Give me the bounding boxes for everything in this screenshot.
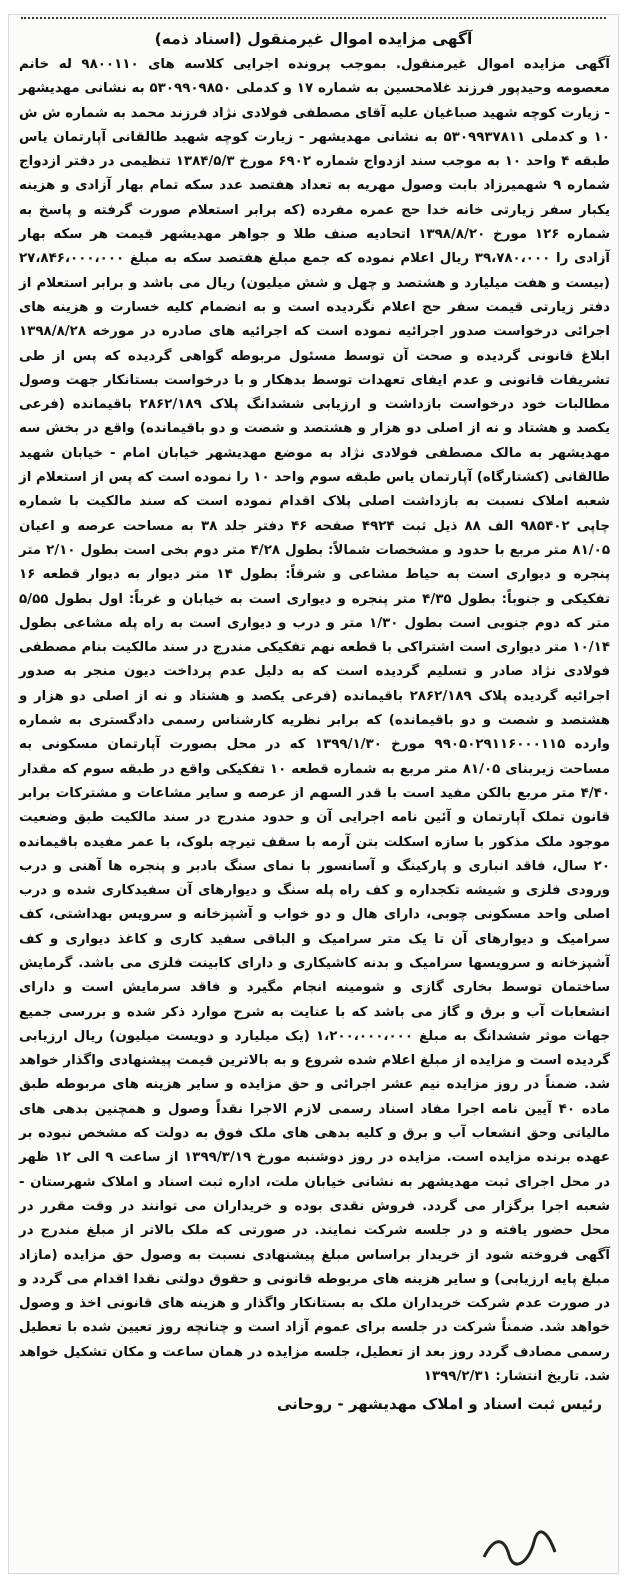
notice-body: آگهی مزایده اموال غیرمنقول. بموجب پرونده اجرایی کلاسه های ۹۸۰۰۱۱۰ له خانم معصومه وحیدپور فرزند غلامحسین به شماره ۱۷ و کدملی ۵۳۰۹۹۰۹۸۵۰ به نشانی مهدیشهر - زیارت کوچه شهید صباغیان علیه آقای مصطفی فولادی نژاد فرزند محمد به شماره ش ش ۱۰ و کدملی ۵۳۰۹۹۳۷۸۱۱ به نشانی مهدیشهر - زیارت کوچه شهید طالقانی آپارتمان یاس طبقه ۴ واحد ۱۰ به موجب سند ازدواج شماره ۶۹۰۲ مورخ ۱۳۸۴/۵/۳ تنظیمی در دفتر ازدواج شماره ۹ شهمیرزاد بابت وصول مهریه به تعداد هفتصد عدد سکه تمام بهار آزادی و هزینه یکبار سفر زیارتی خانه خدا حج عمره مفرده (که برابر استعلام صورت گرفته و پاسخ به شماره ۱۲۶ مورخ ۱۳۹۸/۸/۲۰ اتحادیه صنف طلا و جواهر مهدیشهر قیمت هر سکه بهار آزادی را ۳۹،۷۸۰،۰۰۰ ریال اعلام نموده که جمع مبلغ هفتصد سکه به مبلغ ۲۷،۸۴۶،۰۰۰،۰۰۰ (بیست و هفت میلیارد و هشتصد و چهل و شش میلیون) ریال می باشد و برابر استعلام از دفتر زیارتی قیمت سفر حج اعلام نگردیده است و به انضمام کلیه خسارت و هزینه های اجرائی درخواست صدور اجرائیه نموده است که اجرائیه های صادره در مورخه ۱۳۹۸/۸/۲۸ ابلاغ قانونی گردیده و صحت آن توسط مسئول مربوطه گواهی گردیده که پس از طی تشریفات قانونی و عدم ایفای تعهدات توسط بدهکار و با درخواست بستانکار جهت وصول مطالبات خود درخواست بازداشت و ارزیابی ششدانگ پلاک ۲۸۶۲/۱۸۹ باقیمانده (فرعی یکصد و هشتاد و نه از اصلی دو هزار و هشتصد و شصت و دو باقیمانده) واقع در بخش سه مهدیشهر به مالک مصطفی فولادی نژاد به موضع مهدیشهر خیابان امام - خیابان شهید طالقانی (کشتارگاه) آپارتمان یاس طبقه سوم واحد ۱۰ را نموده است که پس از استعلام از شعبه املاک نسبت به بازداشت اصلی پلاک اقدام نموده است که سند مالکیت با شماره چاپی ۹۸۵۴۰۲ الف ۸۸ ذیل ثبت ۴۹۲۴ صفحه ۴۶ دفتر جلد ۳۸ به مساحت عرصه و اعیان ۸۱/۰۵ متر مربع با حدود و مشخصات شمالاً: بطول ۴/۲۸ متر دوم بخی است بطول ۲/۱۰ متر پنجره و دیواری است به حیاط مشاعی و شرقاً: بطول ۱۴ متر دیوار به دیوار قطعه ۱۶ تفکیکی و جنوباً: بطول ۴/۳۵ متر پنجره و دیواری است به خیابان و غرباً: اول بطول ۵/۵۵ متر که دوم جنوبی است بطول ۱/۳۰ متر و درب و دیواری است به راه پله مشاعی بطول ۱۰/۱۴ متر دیواری است اشتراکی با قطعه نهم تفکیکی مندرج در سند مالکیت بنام مصطفی فولادی نژاد صادر و تسلیم گردیده است که به دلیل عدم پرداخت دیون منجر به صدور اجرائیه گردیده پلاک ۲۸۶۲/۱۸۹ باقیمانده (فرعی یکصد و هشتاد و نه از اصلی دو هزار و هشتصد و شصت و دو باقیمانده) که برابر نظریه کارشناس رسمی دادگستری به شماره وارده ۹۹۰۵۰۲۹۱۱۶۰۰۰۱۱۵ مورخ ۱۳۹۹/۱/۳۰ که در محل بصورت آپارتمان مسکونی به مساحت زیربنای ۸۱/۰۵ متر مربع به شماره قطعه ۱۰ تفکیکی واقع در طبقه سوم که مقدار ۴/۴۰ متر مربع بالکن مفید است با قدر السهم از عرصه و سایر مشاعات و مشترکات برابر قانون تملک آپارتمان و آئین نامه اجرایی آن و حدود مندرج در سند مالکیت طبق وضعیت موجود ملک مذکور با سازه اسکلت بتن آرمه با سقف تیرچه بلوک، با عمر مفیده باقیمانده ۲۰ سال، فاقد انباری و پارکینگ و آسانسور با نمای سنگ بادبر و پنجره ها آهنی و درب ورودی فلزی و شیشه تکجداره و کف راه پله سنگ و دیوارهای آن سفیدکاری شده و درب اصلی واحد مسکونی چوبی، دارای هال و دو خواب و آشپزخانه و سرویس بهداشتی، کف سرامیک و دیوارهای آن تا یک متر سرامیک و الباقی سفید کاری و کاغذ دیواری و کف آشپزخانه و سرویسها سرامیک و بدنه کاشیکاری و دارای کابینت فلزی می باشد. گرمایش ساختمان توسط بخاری گازی و شومینه انجام مگیرد و فاقد سرمایش است و دارای انشعابات آب و برق و گاز می باشد که با عنایت به شرح موارد ذکر شده و بررسی جمیع جهات موثر ششدانگ به مبلغ ۱،۲۰۰،۰۰۰،۰۰۰ (یک میلیارد و دویست میلیون) ریال ارزیابی گردیده است و مزایده از مبلغ اعلام شده شروع و به بالاترین قیمت پیشنهادی واگذار خواهد شد. ضمناً در روز مزایده نیم عشر اجرائی و حق مزایده و سایر هزینه های مربوطه طبق ماده ۴۰ آیین نامه اجرا مفاد اسناد رسمی لازم الاجرا نقداً وصول و همچنین بدهی های مالیاتی وحق انشعاب آب و برق و کلیه بدهی های ملک فوق به دولت که مشخص نبوده بر عهده برنده مزایده است. مزایده در روز دوشنبه مورخ ۱۳۹۹/۳/۱۹ از ساعت ۹ الی ۱۲ ظهر در محل اجرای ثبت مهدیشهر به نشانی خیابان ملت، اداره ثبت اسناد و املاک شهرستان - شعبه اجرا برگزار می گردد. فروش نقدی بوده و خریداران می توانند در وقت مقرر در محل حضور یافته و در جلسه شرکت نمایند. در صورتی که ملک بالاتر از مبلغ مندرج در آگهی فروخته شود از خریدار براساس مبلغ پیشنهادی نسبت به وصول حق مزایده (مازاد مبلغ پایه ارزیابی) و سایر هزینه های مربوطه قانونی و حقوق دولتی نقدا اقدام می گردد و در صورت عدم شرکت خریداران ملک به بستانکار واگذار و هزینه های قانونی اخذ و وصول خواهد شد. ضمناً شرکت در جلسه برای عموم آزاد است و چنانچه روز تعیین شده با تعطیل رسمی مصادف گردد روز بعد از تعطیل، جلسه مزایده در همان ساعت و مکان تشکیل خواهد شد. تاریخ انتشار: ۱۳۹۹/۲/۳۱ <box>19 57 611 1385</box>
notice-signature: رئیس ثبت اسناد و املاک مهدیشهر - روحانی <box>276 1395 602 1414</box>
notice-clipping <box>8 14 619 1574</box>
top-dotted-border <box>21 17 606 25</box>
notice-title: آگهی مزایده اموال غیرمنقول (اسناد ذمه) <box>154 30 473 48</box>
handwritten-mark <box>479 1527 559 1567</box>
